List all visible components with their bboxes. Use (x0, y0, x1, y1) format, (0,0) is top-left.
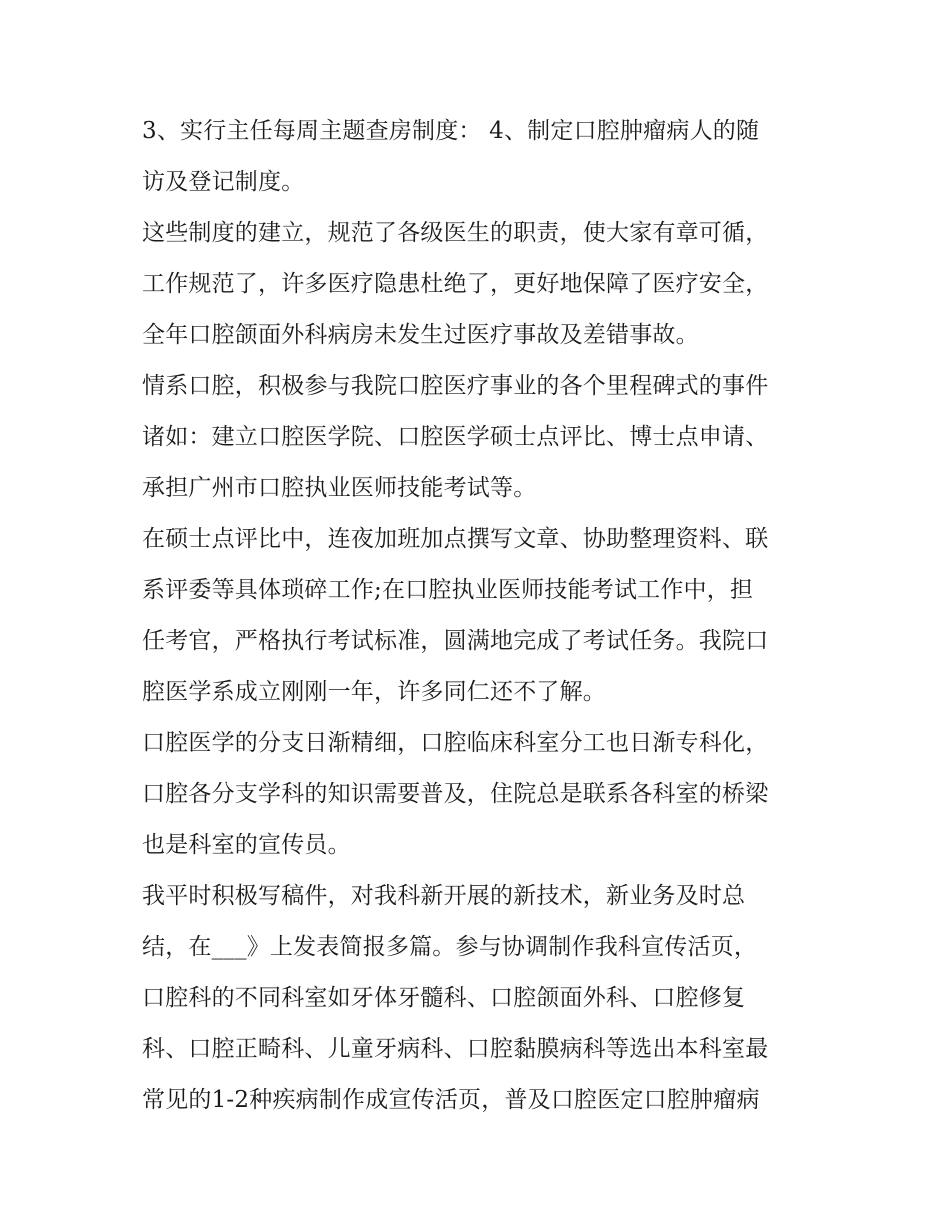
text-line: 也是科室的宣传员。 (142, 832, 351, 858)
paragraph-4 (142, 514, 814, 718)
text-line: 口腔科的不同科室如牙体牙髓科、口腔颌面外科、口腔修复 (142, 985, 746, 1011)
text-line: 情系口腔，积极参与我院口腔医疗事业的各个里程碑式的事件 (142, 373, 769, 399)
text-line: 常见的1-2种疾病制作成宣传活页，普及口腔医定口腔肿瘤病 (142, 1087, 760, 1113)
text-line: 腔医学系成立刚刚一年，许多同仁还不了解。 (142, 679, 606, 705)
text-line: 结，在___》上发表简报多篇。参与协调制作我科宣传活页， (142, 934, 758, 960)
text-line: 诸如：建立口腔医学院、口腔医学硕士点评比、博士点申请、 (142, 424, 769, 450)
text-line: 口腔医学的分支日渐精细，口腔临床科室分工也日渐专科化， (142, 730, 769, 756)
text-line: 系评委等具体琐碎工作;在口腔执业医师技能考试工作中，担 (142, 577, 754, 603)
text-line: 口腔各分支学科的知识需要普及，住院总是联系各科室的桥梁 (142, 781, 769, 807)
text-line: 科、口腔正畸科、儿童牙病科、口腔黏膜病科等选出本科室最 (142, 1036, 769, 1062)
paragraph-1 (142, 106, 814, 208)
text-line: 全年口腔颌面外科病房未发生过医疗事故及差错事故。 (142, 322, 699, 348)
text-line: 3、实行主任每周主题查房制度： 4、制定口腔肿瘤病人的随 (142, 118, 760, 144)
text-line: 在硕士点评比中，连夜加班加点撰写文章、协助整理资料、联 (142, 526, 769, 552)
document-body (142, 106, 814, 1126)
text-line: 我平时积极写稿件，对我科新开展的新技术，新业务及时总 (142, 883, 746, 909)
text-line: 这些制度的建立，规范了各级医生的职责，使大家有章可循， (142, 220, 769, 246)
paragraph-5 (142, 718, 814, 871)
paragraph-3 (142, 361, 814, 514)
text-line: 工作规范了，许多医疗隐患杜绝了，更好地保障了医疗安全， (142, 271, 769, 297)
text-line: 访及登记制度。 (142, 169, 305, 195)
text-line: 任考官，严格执行考试标准，圆满地完成了考试任务。我院口 (142, 628, 769, 654)
text-line: 承担广州市口腔执业医师技能考试等。 (142, 475, 537, 501)
paragraph-6 (142, 871, 814, 1126)
paragraph-2 (142, 208, 814, 361)
